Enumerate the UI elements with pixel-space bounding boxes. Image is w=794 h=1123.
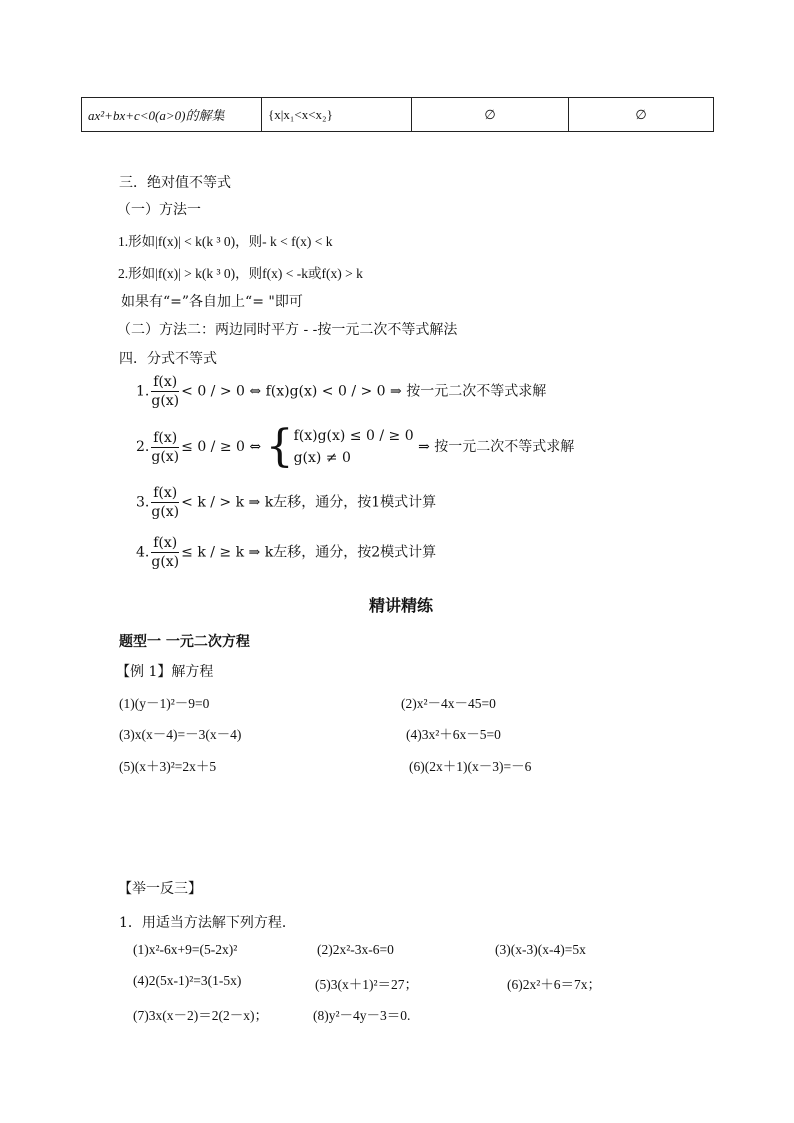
practice-item: (8)y²－4y－3＝0. (313, 1008, 411, 1023)
table-cell-inequality: ax²+bx+c<0(a>0)的解集 (82, 98, 262, 132)
table-cell-empty-set: ∅ (569, 98, 714, 132)
section-title-absolute-value: 三．绝对值不等式 (119, 175, 231, 191)
practice-item: (5)3(x＋1)²＝27； (315, 977, 419, 992)
rule-number: 4. (136, 544, 150, 561)
numerator: f(x) (153, 485, 178, 501)
example-item: (6)(2x＋1)(x－3)=－6 (409, 759, 532, 774)
example-label: 【例 1】解方程 (116, 664, 214, 680)
equality-note: 如果有“=”各自加上“= "即可 (121, 294, 303, 310)
table-cell-empty-set: ∅ (412, 98, 569, 132)
rule-number: 3. (136, 494, 150, 511)
practice-item: (3)(x-3)(x-4)=5x (495, 942, 586, 957)
left-brace: { (265, 421, 294, 472)
rule-text: < k / > k ⇒ k左移，通分，按1模式计算 (181, 494, 437, 511)
fraction (151, 430, 179, 465)
practice-item: (7)3x(x－2)＝2(2－x)； (133, 1008, 268, 1023)
system-line: g(x) ≠ 0 (293, 450, 351, 466)
rule-text: ⇒ 按一元二次不等式求解 (418, 439, 575, 455)
fraction-rule-2 (136, 421, 575, 472)
denominator: g(x) (151, 504, 180, 520)
fraction-rule-1 (136, 374, 546, 409)
method-one-title: （一）方法一 (117, 202, 201, 218)
fraction (151, 485, 179, 520)
denominator: g(x) (151, 554, 180, 570)
practice-label: 【举一反三】 (118, 881, 202, 897)
fraction (151, 535, 179, 570)
example-item: (4)3x²＋6x－5=0 (406, 727, 501, 742)
rule-number: 2. (136, 439, 150, 455)
rule-one: 1.形如|f(x)| < k(k ³ 0)，则- k < f(x) < k (118, 234, 333, 249)
section-title-fractional: 四．分式不等式 (119, 351, 217, 367)
equation-system (294, 425, 414, 469)
denominator: g(x) (151, 393, 180, 409)
method-two-title: （二）方法二：两边同时平方 - -按一元二次不等式解法 (117, 322, 458, 338)
example-item: (2)x²－4x－45=0 (401, 696, 496, 711)
example-item: (1)(y－1)²－9=0 (119, 696, 210, 711)
practice-question: 1．用适当方法解下列方程． (119, 915, 296, 931)
denominator: g(x) (151, 448, 180, 465)
solution-set-table (81, 97, 714, 132)
table-row (82, 98, 714, 132)
numerator: f(x) (153, 429, 178, 446)
fraction-rule-4 (136, 535, 436, 570)
example-item: (3)x(x－4)=－3(x－4) (119, 727, 242, 742)
fraction (151, 374, 179, 409)
numerator: f(x) (153, 374, 178, 390)
section-heading: 精讲精练 (369, 596, 434, 615)
question-type-title: 题型一 一元二次方程 (119, 634, 250, 650)
practice-item: (6)2x²＋6＝7x； (507, 977, 602, 992)
practice-item: (1)x²-6x+9=(5-2x)² (133, 942, 238, 957)
practice-item: (4)2(5x-1)²=3(1-5x) (133, 973, 242, 988)
numerator: f(x) (153, 535, 178, 551)
practice-item: (2)2x²-3x-6=0 (317, 942, 394, 957)
rule-two: 2.形如|f(x)| > k(k ³ 0)，则f(x) < -k或f(x) > k (118, 266, 363, 281)
rule-number: 1. (136, 383, 150, 400)
example-item: (5)(x＋3)²=2x＋5 (119, 759, 217, 774)
rule-text: ≤ k / ≥ k ⇒ k左移，通分，按2模式计算 (181, 544, 437, 561)
fraction-rule-3 (136, 485, 436, 520)
rule-text: ≤ 0 / ≥ 0 ⇔ (181, 439, 262, 455)
table-cell-interval: {x|x₁<x<x₂} (262, 98, 412, 132)
system-line: f(x)g(x) ≤ 0 / ≥ 0 (293, 428, 414, 444)
rule-text: < 0 / > 0 ⇔ f(x)g(x) < 0 / > 0 ⇒ 按一元二次不等式求解 (181, 383, 547, 400)
